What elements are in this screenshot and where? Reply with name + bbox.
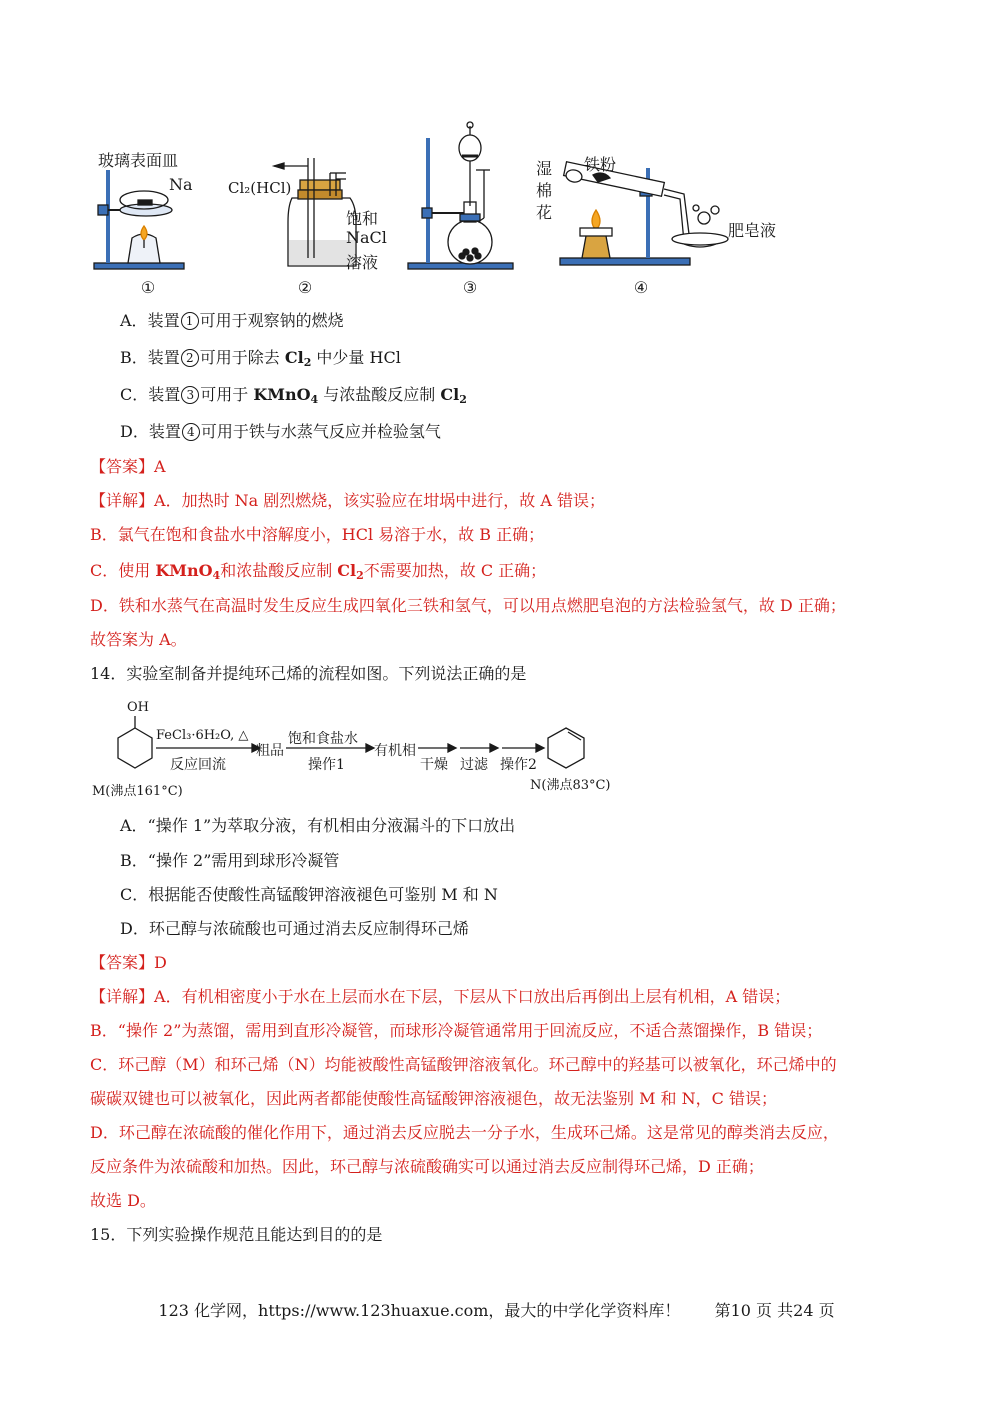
q15-stem: 15．下列实验操作规范且能达到目的的是 <box>90 1225 383 1244</box>
apparatus-3 <box>408 122 513 269</box>
flow-n-label: N(沸点83°C) <box>530 778 611 793</box>
flow-crude: 粗品 <box>256 743 284 759</box>
q14-stem: 14．实验室制备并提纯环己烯的流程如图。下列说法正确的是 <box>90 664 527 683</box>
q13-detail-d: D．铁和水蒸气在高温时发生反应生成四氧化三铁和氢气，可以用点燃肥皂泡的方法检验氢气，故 D 正确； <box>90 596 846 615</box>
flow-cond-bottom: 反应回流 <box>170 757 226 773</box>
flow-brine: 饱和食盐水 <box>288 731 358 747</box>
q14-detail-d-2: 反应条件为浓硫酸和加热。因此，环己醇与浓硫酸确实可以通过消去反应制得环己烯，D 正确； <box>90 1157 764 1176</box>
q13-option-b: B．装置 2 可用于除去 $Cl_2$ 中少量 HCl <box>120 348 401 369</box>
q14-option-a: A．“操作 1”为萃取分液，有机相由分液漏斗的下口放出 <box>120 816 516 835</box>
caption-3: ③ <box>462 278 478 297</box>
q13-answer: 【答案】A <box>90 457 166 476</box>
q13-detail-c: C．使用 KMnO$_4$和浓盐酸反应制 $Cl_2$不需要加热，故 C 正确； <box>90 561 547 582</box>
flow-diagram <box>90 700 650 800</box>
apparatus-2 <box>274 158 356 266</box>
label-sodium: Na <box>169 175 193 194</box>
page-footer <box>0 1298 993 1321</box>
q13-conclusion: 故答案为 A。 <box>90 630 187 649</box>
label-cl2-hcl: Cl₂(HCl) <box>228 179 292 197</box>
apparatus-4 <box>560 162 728 265</box>
q14-detail-a: 【详解】A．有机相密度小于水在上层而水在下层，下层从下口放出后再倒出上层有机相，A 错误； <box>90 987 791 1006</box>
label-wet-3: 花 <box>536 203 553 222</box>
label-glass-dish: 玻璃表面皿 <box>98 151 179 170</box>
apparatus-figure <box>88 118 788 303</box>
q13-option-d: D．装置 4 可用于铁与水蒸气反应并检验氢气 <box>120 422 441 441</box>
q14-answer: 【答案】D <box>90 953 167 972</box>
flow-op2: 操作2 <box>500 757 537 773</box>
apparatus-drawing <box>88 118 788 303</box>
circled-number: 2 <box>181 349 199 367</box>
q14-conclusion: 故选 D。 <box>90 1191 156 1210</box>
q14-detail-d-1: D．环己醇在浓硫酸的催化作用下，通过消去反应脱去一分子水，生成环己烯。这是常见的醇类消去反应， <box>90 1123 839 1142</box>
q13-option-a: A．装置 1 可用于观察钠的燃烧 <box>120 311 344 330</box>
q14-detail-c-2: 碳碳双键也可以被氧化，因此两者都能使酸性高锰酸钾溶液褪色，故无法鉴别 M 和 N，C 错误； <box>90 1089 777 1108</box>
label-wet-1: 湿 <box>536 159 553 178</box>
label-iron-powder: 铁粉 <box>584 155 617 174</box>
label-saturated-1: 饱和 <box>346 209 379 228</box>
q13-detail-a: 【详解】A．加热时 Na 剧烈燃烧，该实验应在坩埚中进行，故 A 错误； <box>90 491 606 510</box>
label-soap-solution: 肥皂液 <box>728 221 777 240</box>
label-saturated-3: 溶液 <box>346 253 379 272</box>
caption-2: ② <box>297 278 313 297</box>
cyclohexanol-ring <box>118 728 152 768</box>
caption-4: ④ <box>633 278 649 297</box>
flow-op1: 操作1 <box>308 757 345 773</box>
circled-number: 4 <box>182 423 200 441</box>
q14-option-c: C．根据能否使酸性高锰酸钾溶液褪色可鉴别 M 和 N <box>120 885 498 904</box>
cyclohexene-ring <box>548 728 584 768</box>
label-wet-2: 棉 <box>536 181 553 200</box>
flow-m-label: M(沸点161°C) <box>92 784 183 799</box>
flow-filter: 过滤 <box>460 757 488 773</box>
label-saturated-2: NaCl <box>346 228 387 247</box>
flow-organic: 有机相 <box>374 743 416 759</box>
footer-page-number: 第10 页 共24 页 <box>714 1301 835 1320</box>
caption-1: ① <box>140 278 156 297</box>
footer-site: 123 化学网，https://www.123huaxue.com，最大的中学化学资料库！ <box>158 1301 681 1320</box>
q14-detail-b: B．“操作 2”为蒸馏，需用到直形冷凝管，而球形冷凝管通常用于回流反应，不适合蒸馏操作，B 错误； <box>90 1021 823 1040</box>
q14-option-b: B．“操作 2”需用到球形冷凝管 <box>120 851 340 870</box>
flow-cond-top: FeCl₃·6H₂O, △ <box>156 728 249 743</box>
flow-dry: 干燥 <box>420 757 448 773</box>
q14-option-d: D．环己醇与浓硫酸也可通过消去反应制得环己烯 <box>120 919 469 938</box>
circled-number: 3 <box>181 386 199 404</box>
flow-oh: OH <box>127 700 149 715</box>
circled-number: 1 <box>181 312 199 330</box>
q14-detail-c-1: C．环己醇（M）和环己烯（N）均能被酸性高锰酸钾溶液氧化。环己醇中的羟基可以被氧化，环己烯中的 <box>90 1055 837 1074</box>
q13-detail-b: B．氯气在饱和食盐水中溶解度小，HCl 易溶于水，故 B 正确； <box>90 525 545 544</box>
q13-option-c: C．装置 3 可用于 KMnO$_4$ 与浓盐酸反应制 $Cl_2$ <box>120 385 467 406</box>
